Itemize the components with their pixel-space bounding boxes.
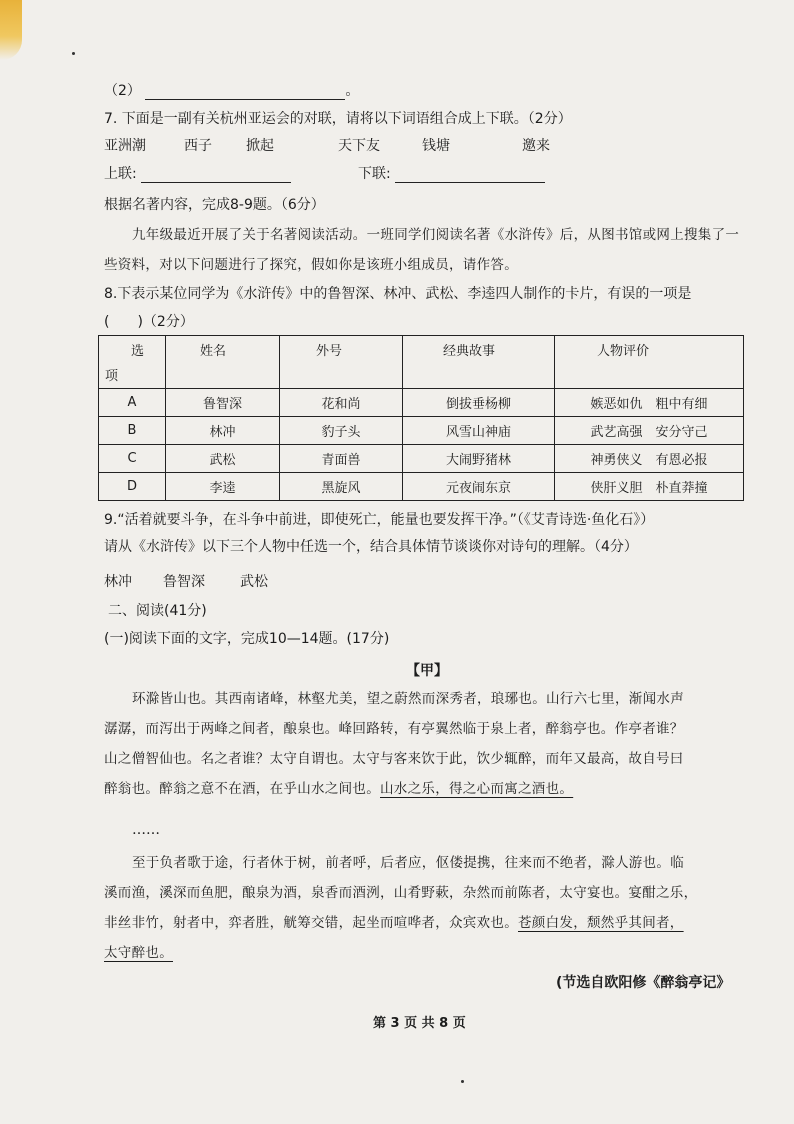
cell-option: B	[99, 417, 166, 445]
q6-item-2-label: （2）	[104, 83, 141, 99]
choice-item: 鲁智深	[163, 574, 205, 590]
header-name	[166, 336, 280, 389]
header-option	[99, 336, 166, 389]
word-item: 天下友	[338, 138, 380, 154]
speck	[72, 52, 75, 55]
q7-lower-line	[358, 163, 545, 183]
passage-paragraph-2	[104, 848, 744, 968]
table-row	[99, 389, 744, 417]
character-card-table	[98, 335, 744, 501]
page-corner-stain	[0, 0, 22, 60]
choice-item: 林冲	[104, 574, 132, 590]
cell-name: 武松	[166, 445, 280, 473]
cell-nickname: 豹子头	[280, 417, 403, 445]
cell-evaluation: 武艺高强 安分守己	[555, 417, 744, 445]
table-row	[99, 417, 744, 445]
lower-couplet-blank[interactable]	[395, 166, 545, 183]
section-intro: 根据名著内容，完成8-9题。（6分）	[104, 197, 325, 213]
cell-evaluation: 神勇侠义 有恩必报	[555, 445, 744, 473]
q9-quote: 9.“活着就要斗争，在斗争中前进，即使死亡，能量也要发挥干净。”（《艾青诗选·鱼化石》）	[104, 512, 655, 528]
table-row	[99, 473, 744, 501]
header-story	[403, 336, 555, 389]
ellipsis: ……	[132, 822, 160, 838]
header-option-line1: 选	[131, 344, 145, 359]
word-item: 钱塘	[422, 138, 450, 154]
section2-title: 二、阅读(41分)	[108, 603, 207, 619]
header-evaluation-text: 人物评价	[597, 344, 650, 359]
passage-text: 醉翁也。醉翁之意不在酒，在乎山水之间也。	[104, 781, 380, 797]
activity-text: 九年级最近开展了关于名著阅读活动。一班同学们阅读名著《水浒传》后，从图书馆或网上搜集了一些资料，对以下问题进行了探究，假如你是该班小组成员，请作答。	[104, 227, 740, 273]
header-nickname-text: 外号	[316, 344, 343, 359]
cell-story: 风雪山神庙	[403, 417, 555, 445]
q6-item-2: （2） 。	[104, 83, 360, 99]
underlined-sentence: 山水之乐，得之心而寓之酒也。	[380, 781, 574, 797]
cell-name: 林冲	[166, 417, 280, 445]
q8-stem: 8.下表示某位同学为《水浒传》中的鲁智深、林冲、武松、李逵四人制作的卡片，有误的一项是	[104, 286, 692, 302]
underlined-sentence: 太守醉也。	[104, 945, 173, 961]
underlined-sentence: 苍颜白发，颓然乎其间者，	[518, 915, 684, 931]
table-header-row	[99, 336, 744, 389]
passage-line: 山之僧智仙也。名之者谁？太守自谓也。太守与客来饮于此，饮少辄醉，而年又最高，故自号曰	[104, 751, 684, 767]
header-story-text: 经典故事	[443, 344, 496, 359]
cell-story: 大闹野猪林	[403, 445, 555, 473]
passage-line: 溪而渔，溪深而鱼肥，酿泉为酒，泉香而酒洌，山肴野蔌，杂然而前陈者，太守宴也。宴酣之乐，	[104, 885, 698, 901]
q9-instruction: 请从《水浒传》以下三个人物中任选一个，结合具体情节谈谈你对诗句的理解。（4分）	[104, 539, 638, 555]
header-nickname	[280, 336, 403, 389]
choice-item: 武松	[240, 574, 268, 590]
cell-story: 倒拔垂杨柳	[403, 389, 555, 417]
page-footer: 第 3 页 共 8 页	[373, 1016, 466, 1031]
cell-evaluation: 侠肝义胆 朴直莽撞	[555, 473, 744, 501]
answer-blank[interactable]	[145, 83, 345, 100]
passage-line	[104, 774, 744, 804]
passage-line: 至于负者歌于途，行者休于树，前者呼，后者应，伛偻提携，往来而不绝者，滁人游也。临	[132, 855, 684, 871]
speck	[461, 1080, 464, 1083]
cell-name: 李逵	[166, 473, 280, 501]
cell-nickname: 黑旋风	[280, 473, 403, 501]
q7-stem: 7. 下面是一副有关杭州亚运会的对联，请将以下词语组合成上下联。（2分）	[104, 111, 572, 127]
cell-nickname: 花和尚	[280, 389, 403, 417]
part1-title: (一)阅读下面的文字，完成10—14题。(17分)	[104, 631, 390, 647]
cell-option: C	[99, 445, 166, 473]
lower-couplet-label: 下联:	[358, 166, 391, 182]
upper-couplet-label: 上联:	[104, 166, 137, 182]
cell-evaluation: 嫉恶如仇 粗中有细	[555, 389, 744, 417]
word-item: 亚洲潮	[104, 138, 146, 154]
word-item: 掀起	[246, 138, 274, 154]
header-option-line2: 项	[105, 369, 119, 384]
upper-couplet-blank[interactable]	[141, 166, 291, 183]
passage-source: (节选自欧阳修《醉翁亭记》	[556, 975, 731, 991]
cell-nickname: 青面兽	[280, 445, 403, 473]
passage-text: 非丝非竹，射者中，弈者胜，觥筹交错，起坐而喧哗者，众宾欢也。	[104, 915, 518, 931]
q7-upper-line	[104, 163, 291, 183]
cell-option: D	[99, 473, 166, 501]
passage-line: 潺潺，而泻出于两峰之间者，酿泉也。峰回路转，有亭翼然临于泉上者，醉翁亭也。作亭者谁？	[104, 721, 684, 737]
word-item: 邀来	[522, 138, 550, 154]
header-name-text: 姓名	[200, 344, 227, 359]
cell-name: 鲁智深	[166, 389, 280, 417]
passage-label: 【甲】	[406, 663, 448, 679]
q8-paren: ( )（2分）	[104, 314, 194, 330]
passage-paragraph-1	[104, 684, 744, 804]
passage-line: 环滁皆山也。其西南诸峰，林壑尤美，望之蔚然而深秀者，琅琊也。山行六七里，渐闻水声	[132, 691, 684, 707]
passage-line	[104, 908, 744, 938]
cell-story: 元夜闹东京	[403, 473, 555, 501]
word-item: 西子	[184, 138, 212, 154]
table-row	[99, 445, 744, 473]
header-evaluation	[555, 336, 744, 389]
cell-option: A	[99, 389, 166, 417]
